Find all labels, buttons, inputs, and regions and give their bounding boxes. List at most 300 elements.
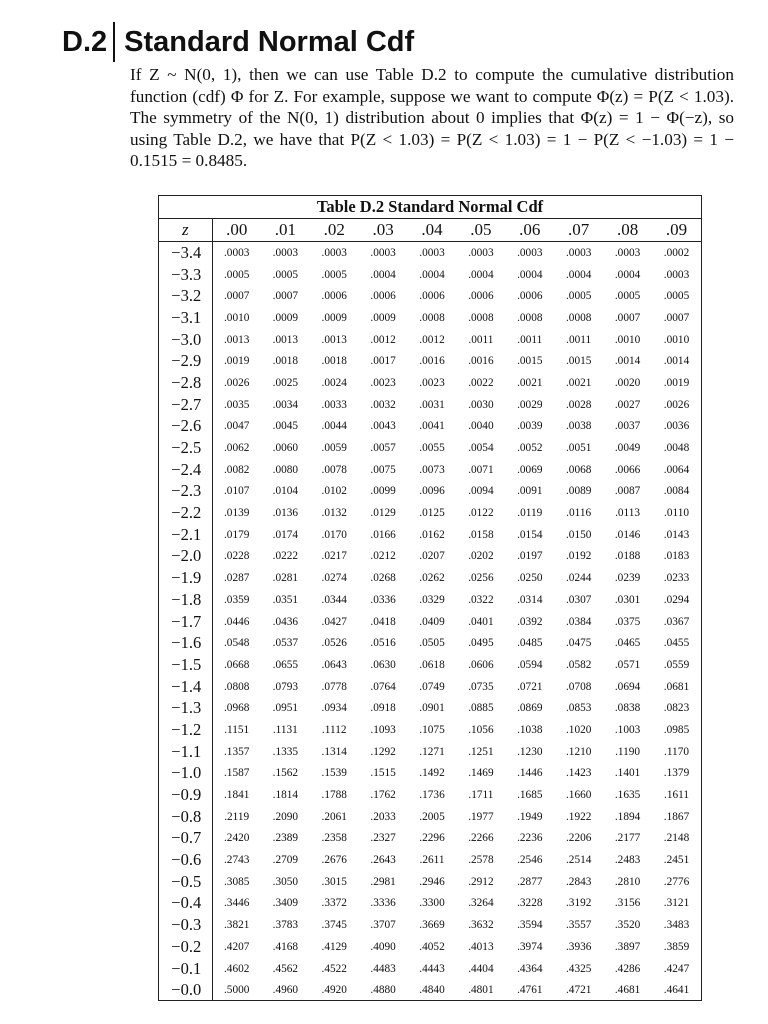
table-row [159, 763, 701, 785]
probability-cell: .0044 [321, 420, 347, 433]
table-row [159, 849, 701, 871]
probability-cell: .0721 [517, 680, 543, 693]
table-row [159, 437, 701, 459]
probability-cell: .1894 [614, 810, 641, 823]
probability-cell: .1056 [468, 723, 494, 736]
probability-cell: .0005 [614, 290, 641, 303]
probability-cell: .0749 [419, 680, 445, 693]
probability-cell: .2119 [224, 810, 250, 823]
probability-cell: .0250 [517, 572, 543, 585]
probability-cell: .4920 [321, 984, 347, 997]
probability-cell: .0287 [223, 572, 250, 585]
probability-cell: .0047 [223, 420, 250, 433]
table-row [159, 936, 701, 958]
probability-cell: .0007 [614, 311, 641, 324]
probability-cell: .0026 [223, 376, 250, 389]
probability-cell: .0010 [223, 311, 250, 324]
z-value-cell: −3.1 [159, 307, 212, 329]
probability-cell: .1841 [223, 789, 250, 802]
table-row [159, 481, 701, 503]
table-row [159, 893, 701, 915]
probability-cell: .0853 [565, 702, 592, 715]
probability-cell: .0643 [321, 658, 347, 671]
z-value-cell: −0.6 [159, 849, 212, 871]
probability-cell: .0094 [468, 485, 494, 498]
probability-cell: .0322 [468, 593, 494, 606]
probability-cell: .0104 [272, 485, 299, 498]
table-row [159, 589, 701, 611]
probability-cell: .1151 [224, 723, 250, 736]
probability-cell: .0004 [517, 268, 543, 281]
probability-cell: .3594 [517, 919, 543, 932]
z-value-cell: −2.4 [159, 459, 212, 481]
probability-cell: .4207 [223, 940, 250, 953]
probability-cell: .0359 [223, 593, 250, 606]
probability-cell: .4247 [663, 962, 690, 975]
probability-cell: .0559 [663, 658, 690, 671]
probability-cell: .1230 [517, 745, 543, 758]
column-header: .05 [456, 219, 505, 242]
probability-cell: .1788 [321, 789, 347, 802]
z-value-cell: −0.8 [159, 806, 212, 828]
probability-cell: .0075 [370, 463, 396, 476]
probability-cell: .0869 [517, 702, 543, 715]
probability-cell: .2296 [419, 832, 445, 845]
probability-cell: .0808 [223, 680, 250, 693]
probability-cell: .0351 [272, 593, 299, 606]
column-header: .09 [652, 219, 701, 242]
cdf-table-container [158, 195, 702, 1001]
probability-cell: .0008 [565, 311, 592, 324]
z-value-cell: −2.5 [159, 437, 212, 459]
table-row [159, 242, 701, 264]
probability-cell: .3085 [223, 875, 250, 888]
probability-cell: .0006 [321, 290, 347, 303]
z-value-cell: −2.9 [159, 350, 212, 372]
probability-cell: .0005 [663, 290, 690, 303]
probability-cell: .1587 [223, 767, 250, 780]
column-header: .02 [310, 219, 359, 242]
probability-cell: .0116 [566, 507, 592, 520]
probability-cell: .0045 [272, 420, 299, 433]
probability-cell: .1379 [663, 767, 690, 780]
probability-cell: .0222 [272, 550, 299, 563]
probability-cell: .0122 [468, 507, 494, 520]
probability-cell: .0192 [565, 550, 592, 563]
probability-cell: .2483 [614, 854, 641, 867]
probability-cell: .0262 [419, 572, 445, 585]
probability-cell: .2877 [517, 875, 543, 888]
probability-cell: .1075 [419, 723, 445, 736]
probability-cell: .0968 [223, 702, 250, 715]
probability-cell: .2611 [419, 854, 445, 867]
probability-cell: .0006 [370, 290, 396, 303]
probability-cell: .0006 [468, 290, 494, 303]
probability-cell: .0019 [663, 376, 690, 389]
z-value-cell: −1.8 [159, 589, 212, 611]
probability-cell: .3446 [223, 897, 250, 910]
z-value-cell: −1.1 [159, 741, 212, 763]
table-row [159, 285, 701, 307]
probability-cell: .3745 [321, 919, 347, 932]
z-value-cell: −2.3 [159, 481, 212, 503]
probability-cell: .0436 [272, 615, 299, 628]
probability-cell: .0102 [321, 485, 347, 498]
probability-cell: .0244 [565, 572, 592, 585]
z-value-cell: −2.8 [159, 372, 212, 394]
probability-cell: .1446 [517, 767, 543, 780]
probability-cell: .1423 [565, 767, 592, 780]
z-value-cell: −1.4 [159, 676, 212, 698]
probability-cell: .4090 [370, 940, 396, 953]
probability-cell: .0548 [223, 637, 250, 650]
probability-cell: .0016 [468, 355, 494, 368]
probability-cell: .0143 [663, 528, 690, 541]
table-row [159, 828, 701, 850]
probability-cell: .0021 [517, 376, 543, 389]
probability-cell: .0007 [223, 290, 250, 303]
probability-cell: .0367 [663, 615, 690, 628]
probability-cell: .0031 [419, 398, 445, 411]
probability-cell: .0021 [565, 376, 592, 389]
probability-cell: .0013 [321, 333, 347, 346]
z-value-cell: −3.3 [159, 264, 212, 286]
probability-cell: .0125 [419, 507, 445, 520]
probability-cell: .0018 [272, 355, 299, 368]
probability-cell: .3336 [370, 897, 396, 910]
probability-cell: .0146 [614, 528, 641, 541]
table-row [159, 524, 701, 546]
probability-cell: .0005 [565, 290, 592, 303]
probability-cell: .0170 [321, 528, 347, 541]
probability-cell: .3015 [321, 875, 347, 888]
probability-cell: .4443 [419, 962, 445, 975]
z-value-cell: −0.7 [159, 828, 212, 850]
probability-cell: .0057 [370, 442, 396, 455]
probability-cell: .0166 [370, 528, 396, 541]
probability-cell: .4404 [468, 962, 494, 975]
probability-cell: .1736 [419, 789, 445, 802]
table-row [159, 264, 701, 286]
probability-cell: .1093 [370, 723, 396, 736]
probability-cell: .0029 [517, 398, 543, 411]
probability-cell: .0011 [468, 333, 494, 346]
probability-cell: .0034 [272, 398, 299, 411]
probability-cell: .0495 [468, 637, 494, 650]
probability-cell: .3557 [565, 919, 592, 932]
column-header: .03 [359, 219, 408, 242]
probability-cell: .0217 [321, 550, 347, 563]
z-value-cell: −0.9 [159, 784, 212, 806]
probability-cell: .0009 [370, 311, 396, 324]
table-row [159, 697, 701, 719]
probability-cell: .0708 [565, 680, 592, 693]
probability-cell: .3121 [663, 897, 690, 910]
probability-cell: .0014 [663, 355, 690, 368]
probability-cell: .2451 [663, 854, 690, 867]
section-number: D.2 [62, 25, 108, 58]
probability-cell: .0268 [370, 572, 396, 585]
probability-cell: .1003 [614, 723, 641, 736]
table-row [159, 329, 701, 351]
z-value-cell: −2.1 [159, 524, 212, 546]
table-row [159, 719, 701, 741]
probability-cell: .0606 [468, 658, 494, 671]
z-value-cell: −0.0 [159, 979, 212, 1001]
table-row [159, 502, 701, 524]
column-header: .01 [261, 219, 310, 242]
column-header: .00 [212, 219, 261, 242]
probability-cell: .2810 [614, 875, 641, 888]
z-value-cell: −1.9 [159, 567, 212, 589]
probability-cell: .0107 [223, 485, 250, 498]
probability-cell: .3783 [272, 919, 299, 932]
probability-cell: .0005 [272, 268, 299, 281]
probability-cell: .0035 [223, 398, 250, 411]
probability-cell: .0838 [614, 702, 641, 715]
probability-cell: .1357 [223, 745, 250, 758]
probability-cell: .0073 [419, 463, 445, 476]
probability-cell: .1635 [614, 789, 641, 802]
probability-cell: .2546 [517, 854, 543, 867]
probability-cell: .4364 [517, 962, 543, 975]
table-row [159, 350, 701, 372]
probability-cell: .4960 [272, 984, 299, 997]
probability-cell: .0080 [272, 463, 299, 476]
probability-cell: .2090 [272, 810, 299, 823]
probability-cell: .4880 [370, 984, 396, 997]
probability-cell: .0427 [321, 615, 347, 628]
probability-cell: .0202 [468, 550, 494, 563]
z-value-cell: −3.0 [159, 329, 212, 351]
table-caption: Table D.2 Standard Normal Cdf [159, 196, 701, 219]
probability-cell: .0052 [517, 442, 543, 455]
probability-cell: .0064 [663, 463, 690, 476]
probability-cell: .0475 [565, 637, 592, 650]
probability-cell: .0003 [321, 246, 347, 259]
probability-cell: .0019 [223, 355, 250, 368]
probability-cell: .0014 [614, 355, 641, 368]
probability-cell: .0537 [272, 637, 299, 650]
probability-cell: .1210 [565, 745, 592, 758]
probability-cell: .4801 [468, 984, 494, 997]
probability-cell: .1401 [614, 767, 641, 780]
table-row [159, 958, 701, 980]
probability-cell: .4721 [565, 984, 592, 997]
probability-cell: .0038 [565, 420, 592, 433]
probability-cell: .3707 [370, 919, 396, 932]
probability-cell: .0294 [663, 593, 690, 606]
probability-cell: .0934 [321, 702, 347, 715]
probability-cell: .4840 [419, 984, 445, 997]
probability-cell: .0054 [468, 442, 494, 455]
probability-cell: .0089 [565, 485, 592, 498]
probability-cell: .1314 [321, 745, 347, 758]
probability-cell: .3372 [321, 897, 347, 910]
probability-cell: .0197 [517, 550, 543, 563]
probability-cell: .0028 [565, 398, 592, 411]
probability-cell: .0013 [272, 333, 299, 346]
probability-cell: .0005 [223, 268, 250, 281]
z-value-cell: −1.0 [159, 763, 212, 785]
probability-cell: .2206 [565, 832, 592, 845]
z-column-header: z [159, 219, 212, 242]
probability-cell: .1814 [272, 789, 299, 802]
probability-cell: .0681 [663, 680, 690, 693]
probability-cell: .0043 [370, 420, 396, 433]
table-row [159, 372, 701, 394]
probability-cell: .1335 [272, 745, 299, 758]
probability-cell: .0041 [419, 420, 445, 433]
probability-cell: .0096 [419, 485, 445, 498]
probability-cell: .0024 [321, 376, 347, 389]
table-row [159, 459, 701, 481]
column-header: .07 [554, 219, 603, 242]
probability-cell: .0233 [663, 572, 690, 585]
z-value-cell: −2.2 [159, 502, 212, 524]
table-row [159, 611, 701, 633]
probability-cell: .0030 [468, 398, 494, 411]
probability-cell: .1867 [663, 810, 690, 823]
column-header: .06 [505, 219, 554, 242]
probability-cell: .1492 [419, 767, 445, 780]
probability-cell: .0139 [223, 507, 250, 520]
probability-cell: .0011 [517, 333, 543, 346]
table-row [159, 567, 701, 589]
probability-cell: .0011 [566, 333, 592, 346]
probability-cell: .0071 [468, 463, 494, 476]
probability-cell: .0778 [321, 680, 347, 693]
probability-cell: .1292 [370, 745, 396, 758]
probability-cell: .3520 [614, 919, 641, 932]
probability-cell: .3228 [517, 897, 543, 910]
probability-cell: .4129 [321, 940, 347, 953]
probability-cell: .3669 [419, 919, 445, 932]
probability-cell: .0375 [614, 615, 641, 628]
table-row [159, 741, 701, 763]
probability-cell: .0336 [370, 593, 396, 606]
probability-cell: .1112 [321, 723, 347, 736]
probability-cell: .0025 [272, 376, 299, 389]
probability-cell: .0007 [663, 311, 690, 324]
table-row [159, 914, 701, 936]
probability-cell: .0526 [321, 637, 347, 650]
probability-cell: .4522 [321, 962, 347, 975]
z-value-cell: −3.4 [159, 242, 212, 264]
probability-cell: .0027 [614, 398, 641, 411]
table-row [159, 632, 701, 654]
probability-cell: .1949 [517, 810, 543, 823]
probability-cell: .1020 [565, 723, 592, 736]
probability-cell: .4052 [419, 940, 445, 953]
probability-cell: .0885 [468, 702, 494, 715]
probability-cell: .0055 [419, 442, 445, 455]
probability-cell: .2514 [565, 854, 592, 867]
probability-cell: .1711 [468, 789, 494, 802]
table-row [159, 307, 701, 329]
probability-cell: .0069 [517, 463, 543, 476]
probability-cell: .0060 [272, 442, 299, 455]
probability-cell: .0179 [223, 528, 250, 541]
probability-cell: .0793 [272, 680, 299, 693]
probability-cell: .0110 [664, 507, 689, 520]
probability-cell: .0392 [517, 615, 543, 628]
probability-cell: .0162 [419, 528, 445, 541]
probability-cell: .1131 [272, 723, 298, 736]
probability-cell: .0158 [468, 528, 494, 541]
table-row [159, 806, 701, 828]
probability-cell: .0004 [614, 268, 641, 281]
probability-cell: .0465 [614, 637, 641, 650]
table-row [159, 394, 701, 416]
probability-cell: .0017 [370, 355, 396, 368]
z-value-cell: −2.6 [159, 416, 212, 438]
z-value-cell: −0.2 [159, 936, 212, 958]
probability-cell: .4761 [517, 984, 543, 997]
probability-cell: .3632 [468, 919, 494, 932]
probability-cell: .0066 [614, 463, 641, 476]
probability-cell: .2236 [517, 832, 543, 845]
probability-cell: .1170 [664, 745, 689, 758]
probability-cell: .0136 [272, 507, 299, 520]
probability-cell: .0004 [565, 268, 592, 281]
probability-cell: .0655 [272, 658, 299, 671]
probability-cell: .0062 [223, 442, 250, 455]
probability-cell: .0207 [419, 550, 445, 563]
probability-cell: .1660 [565, 789, 592, 802]
probability-cell: .1562 [272, 767, 299, 780]
probability-cell: .3483 [663, 919, 690, 932]
probability-cell: .0951 [272, 702, 299, 715]
intro-paragraph: If Z ~ N(0, 1), then we can use Table D.2 to compute the cumulative distribution function (cdf) Φ for Z. For example, suppose we want to compute Φ(z) = P(Z < 1.03). The symmetry of the N(0, 1) distribution about 0 implies that Φ(z) = 1 − Φ(−z), so using Table D.2, we have that P(Z < 1.03) = P(Z < 1.03) = 1 − P(Z < −1.03) = 1 − 0.1515 = 0.8485. [130, 65, 734, 171]
z-value-cell: −1.3 [159, 697, 212, 719]
z-value-cell: −2.7 [159, 394, 212, 416]
column-header: .08 [603, 219, 652, 242]
probability-cell: .4602 [223, 962, 250, 975]
probability-cell: .0010 [614, 333, 641, 346]
probability-cell: .0084 [663, 485, 690, 498]
probability-cell: .0132 [321, 507, 347, 520]
probability-cell: .0033 [321, 398, 347, 411]
probability-cell: .0329 [419, 593, 445, 606]
probability-cell: .0082 [223, 463, 250, 476]
probability-cell: .0630 [370, 658, 396, 671]
cdf-table [159, 219, 701, 1001]
probability-cell: .0003 [468, 246, 494, 259]
probability-cell: .2981 [370, 875, 396, 888]
probability-cell: .2676 [321, 854, 347, 867]
probability-cell: .0314 [517, 593, 543, 606]
probability-cell: .1762 [370, 789, 396, 802]
probability-cell: .0049 [614, 442, 641, 455]
probability-cell: .3050 [272, 875, 299, 888]
probability-cell: .0004 [419, 268, 445, 281]
probability-cell: .0418 [370, 615, 396, 628]
probability-cell: .4325 [565, 962, 592, 975]
probability-cell: .0384 [565, 615, 592, 628]
column-header: .04 [408, 219, 457, 242]
section-title: Standard Normal Cdf [124, 25, 415, 58]
probability-cell: .0301 [614, 593, 641, 606]
probability-cell: .0618 [419, 658, 445, 671]
table-row [159, 416, 701, 438]
probability-cell: .0274 [321, 572, 347, 585]
probability-cell: .0018 [321, 355, 347, 368]
probability-cell: .0239 [614, 572, 641, 585]
probability-cell: .0087 [614, 485, 641, 498]
probability-cell: .4483 [370, 962, 396, 975]
probability-cell: .2420 [223, 832, 250, 845]
